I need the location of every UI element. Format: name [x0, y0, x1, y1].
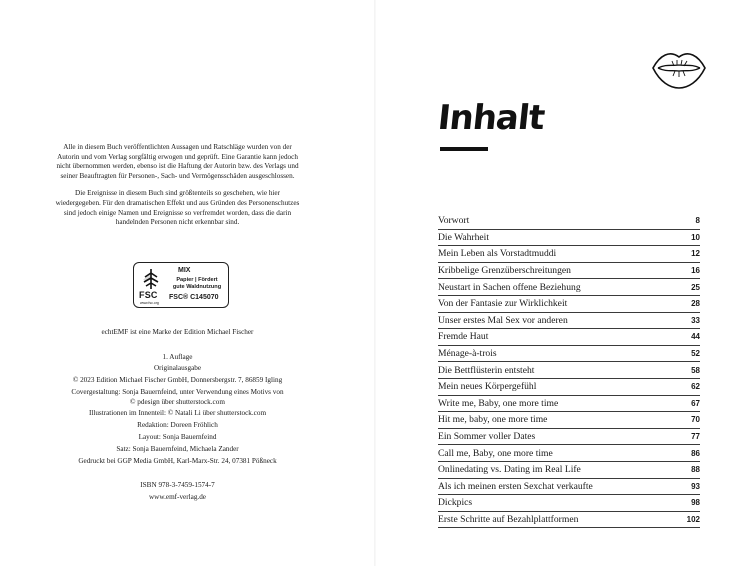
toc-entry-title: Die Wahrheit — [438, 231, 489, 243]
toc-entry-title: Die Bettflüsterin entsteht — [438, 364, 535, 376]
fsc-paper-line-1: Papier | Fördert — [176, 277, 218, 283]
cover-line-1: Covergestaltung: Sonja Bauernfeind, unter Verwendung eines Motivs von — [71, 388, 284, 396]
toc-entry-page: 70 — [691, 415, 700, 425]
toc-entry[interactable] — [438, 346, 700, 363]
toc-entry-title: Call me, Baby, one more time — [438, 447, 553, 459]
contents-title: Inhalt — [435, 98, 547, 138]
toc-entry-title: Kribbelige Grenzüberschreitungen — [438, 265, 571, 277]
toc-entry[interactable] — [438, 495, 700, 512]
toc-entry-page: 10 — [691, 232, 700, 242]
toc-entry-page: 28 — [691, 299, 700, 309]
fsc-paper-line-2: gute Waldnutzung — [172, 283, 222, 290]
toc-entry-title: Als ich meinen ersten Sexchat verkaufte — [438, 480, 593, 492]
toc-entry-title: Hit me, baby, one more time — [438, 414, 548, 426]
toc-entry[interactable] — [438, 412, 700, 429]
toc-entry[interactable] — [438, 263, 700, 280]
toc-entry-page: 86 — [691, 448, 700, 458]
toc-entry[interactable] — [438, 313, 700, 330]
toc-entry-title: Ein Sommer voller Dates — [438, 431, 536, 443]
toc-entry-title: Fremde Haut — [438, 331, 489, 343]
toc-entry[interactable] — [438, 479, 700, 496]
disclaimer-events: Die Ereignisse in diesem Buch sind größtenteils so geschehen, wie hier wiedergegeben. Für den dramatischen Effekt und aus Gründen des Personenschutzes sind jedoch einige Namen und Ereignisse so verfremdet worden, dass die darin handelnden Personen nicht erkennbar sind. — [55, 189, 300, 227]
toc-entry[interactable] — [438, 512, 700, 529]
toc-entry[interactable] — [438, 362, 700, 379]
toc-entry-page: 88 — [691, 465, 700, 475]
fsc-url: www.fsc.org — [140, 301, 159, 305]
toc-entry-page: 102 — [686, 514, 700, 524]
toc-entry-page: 77 — [691, 432, 700, 442]
toc-entry-title: Neustart in Sachen offene Beziehung — [438, 281, 581, 293]
trademark-line: echtEMF ist eine Marke der Edition Michael Fischer — [101, 328, 254, 336]
toc-entry-page: 62 — [691, 382, 700, 392]
layout-line: Layout: Sonja Bauernfeind — [138, 433, 217, 441]
toc-entry-title: Unser erstes Mal Sex vor anderen — [438, 314, 568, 326]
toc-entry[interactable] — [438, 246, 700, 263]
toc-entry-title: Onlinedating vs. Dating im Real Life — [438, 464, 581, 476]
toc-entry-title: Vorwort — [438, 215, 470, 227]
fsc-label — [133, 262, 229, 308]
cover-line-2: © pdesign über shutterstock.com — [130, 398, 225, 406]
toc-entry[interactable] — [438, 445, 700, 462]
website-line: www.emf-verlag.de — [148, 493, 206, 501]
toc-entry-title: Von der Fantasie zur Wirklichkeit — [438, 298, 568, 310]
toc-entry-page: 98 — [691, 498, 700, 508]
fsc-code: FSC® C145070 — [169, 294, 219, 301]
table-of-contents — [438, 213, 700, 528]
disclaimer-block — [55, 143, 300, 228]
fsc-mix: MIX — [178, 267, 191, 274]
illustrations-line: Illustrationen im Innenteil: © Natali Li über shutterstock.com — [88, 409, 267, 417]
toc-entry[interactable] — [438, 296, 700, 313]
toc-entry-page: 44 — [691, 332, 700, 342]
toc-entry[interactable] — [438, 396, 700, 413]
toc-entry[interactable] — [438, 213, 700, 230]
printing-line: Gedruckt bei GGP Media GmbH, Karl-Marx-Str. 24, 07381 Pößneck — [78, 457, 277, 465]
toc-entry-page: 25 — [691, 282, 700, 292]
fsc-paper-text — [167, 277, 227, 290]
edition-line: 1. Auflage — [162, 353, 193, 361]
page-gutter — [374, 0, 376, 566]
toc-entry-page: 12 — [691, 249, 700, 259]
toc-entry-title: Dickpics — [438, 497, 473, 509]
title-underline — [440, 147, 488, 151]
toc-entry-page: 52 — [691, 349, 700, 359]
toc-entry-title: Mein Leben als Vorstadtmuddi — [438, 248, 557, 260]
toc-entry-page: 58 — [691, 365, 700, 375]
toc-entry-page: 8 — [695, 216, 700, 226]
toc-entry[interactable] — [438, 279, 700, 296]
toc-entry-page: 67 — [691, 398, 700, 408]
lips-icon — [650, 45, 708, 91]
editing-line: Redaktion: Doreen Fröhlich — [137, 421, 218, 429]
original-line: Originalausgabe — [153, 364, 202, 372]
toc-entry[interactable] — [438, 429, 700, 446]
toc-entry[interactable] — [438, 329, 700, 346]
toc-entry[interactable] — [438, 230, 700, 247]
toc-entry-title: Erste Schritte auf Bezahlplattformen — [438, 513, 579, 525]
isbn-line: ISBN 978-3-7459-1574-7 — [140, 481, 215, 489]
toc-entry-page: 33 — [691, 315, 700, 325]
toc-entry-page: 16 — [691, 266, 700, 276]
toc-entry-page: 93 — [691, 481, 700, 491]
fsc-tree-icon — [141, 268, 161, 290]
toc-entry-title: Ménage-à-trois — [438, 348, 497, 360]
toc-entry[interactable] — [438, 462, 700, 479]
typesetting-line: Satz: Sonja Bauernfeind, Michaela Zander — [116, 445, 239, 453]
disclaimer-liability: Alle in diesem Buch veröffentlichten Aussagen und Ratschläge wurden von der Autorin und vom Verlag sorgfältig erwogen und geprüft. Eine Garantie kann jedoch nicht übernommen werden, ebenso ist die Haftung der Autorin bzw. des Verlags und seiner Beauftragten für Personen-, Sach- und Vermögensschäden ausgeschlossen. — [56, 143, 299, 180]
fsc-logo-text: FSC — [139, 290, 158, 300]
toc-entry-title: Mein neues Körpergefühl — [438, 381, 537, 393]
copyright-line: © 2023 Edition Michael Fischer GmbH, Donnersbergstr. 7, 86859 Igling — [72, 376, 283, 384]
toc-entry-title: Write me, Baby, one more time — [438, 397, 559, 409]
toc-entry[interactable] — [438, 379, 700, 396]
